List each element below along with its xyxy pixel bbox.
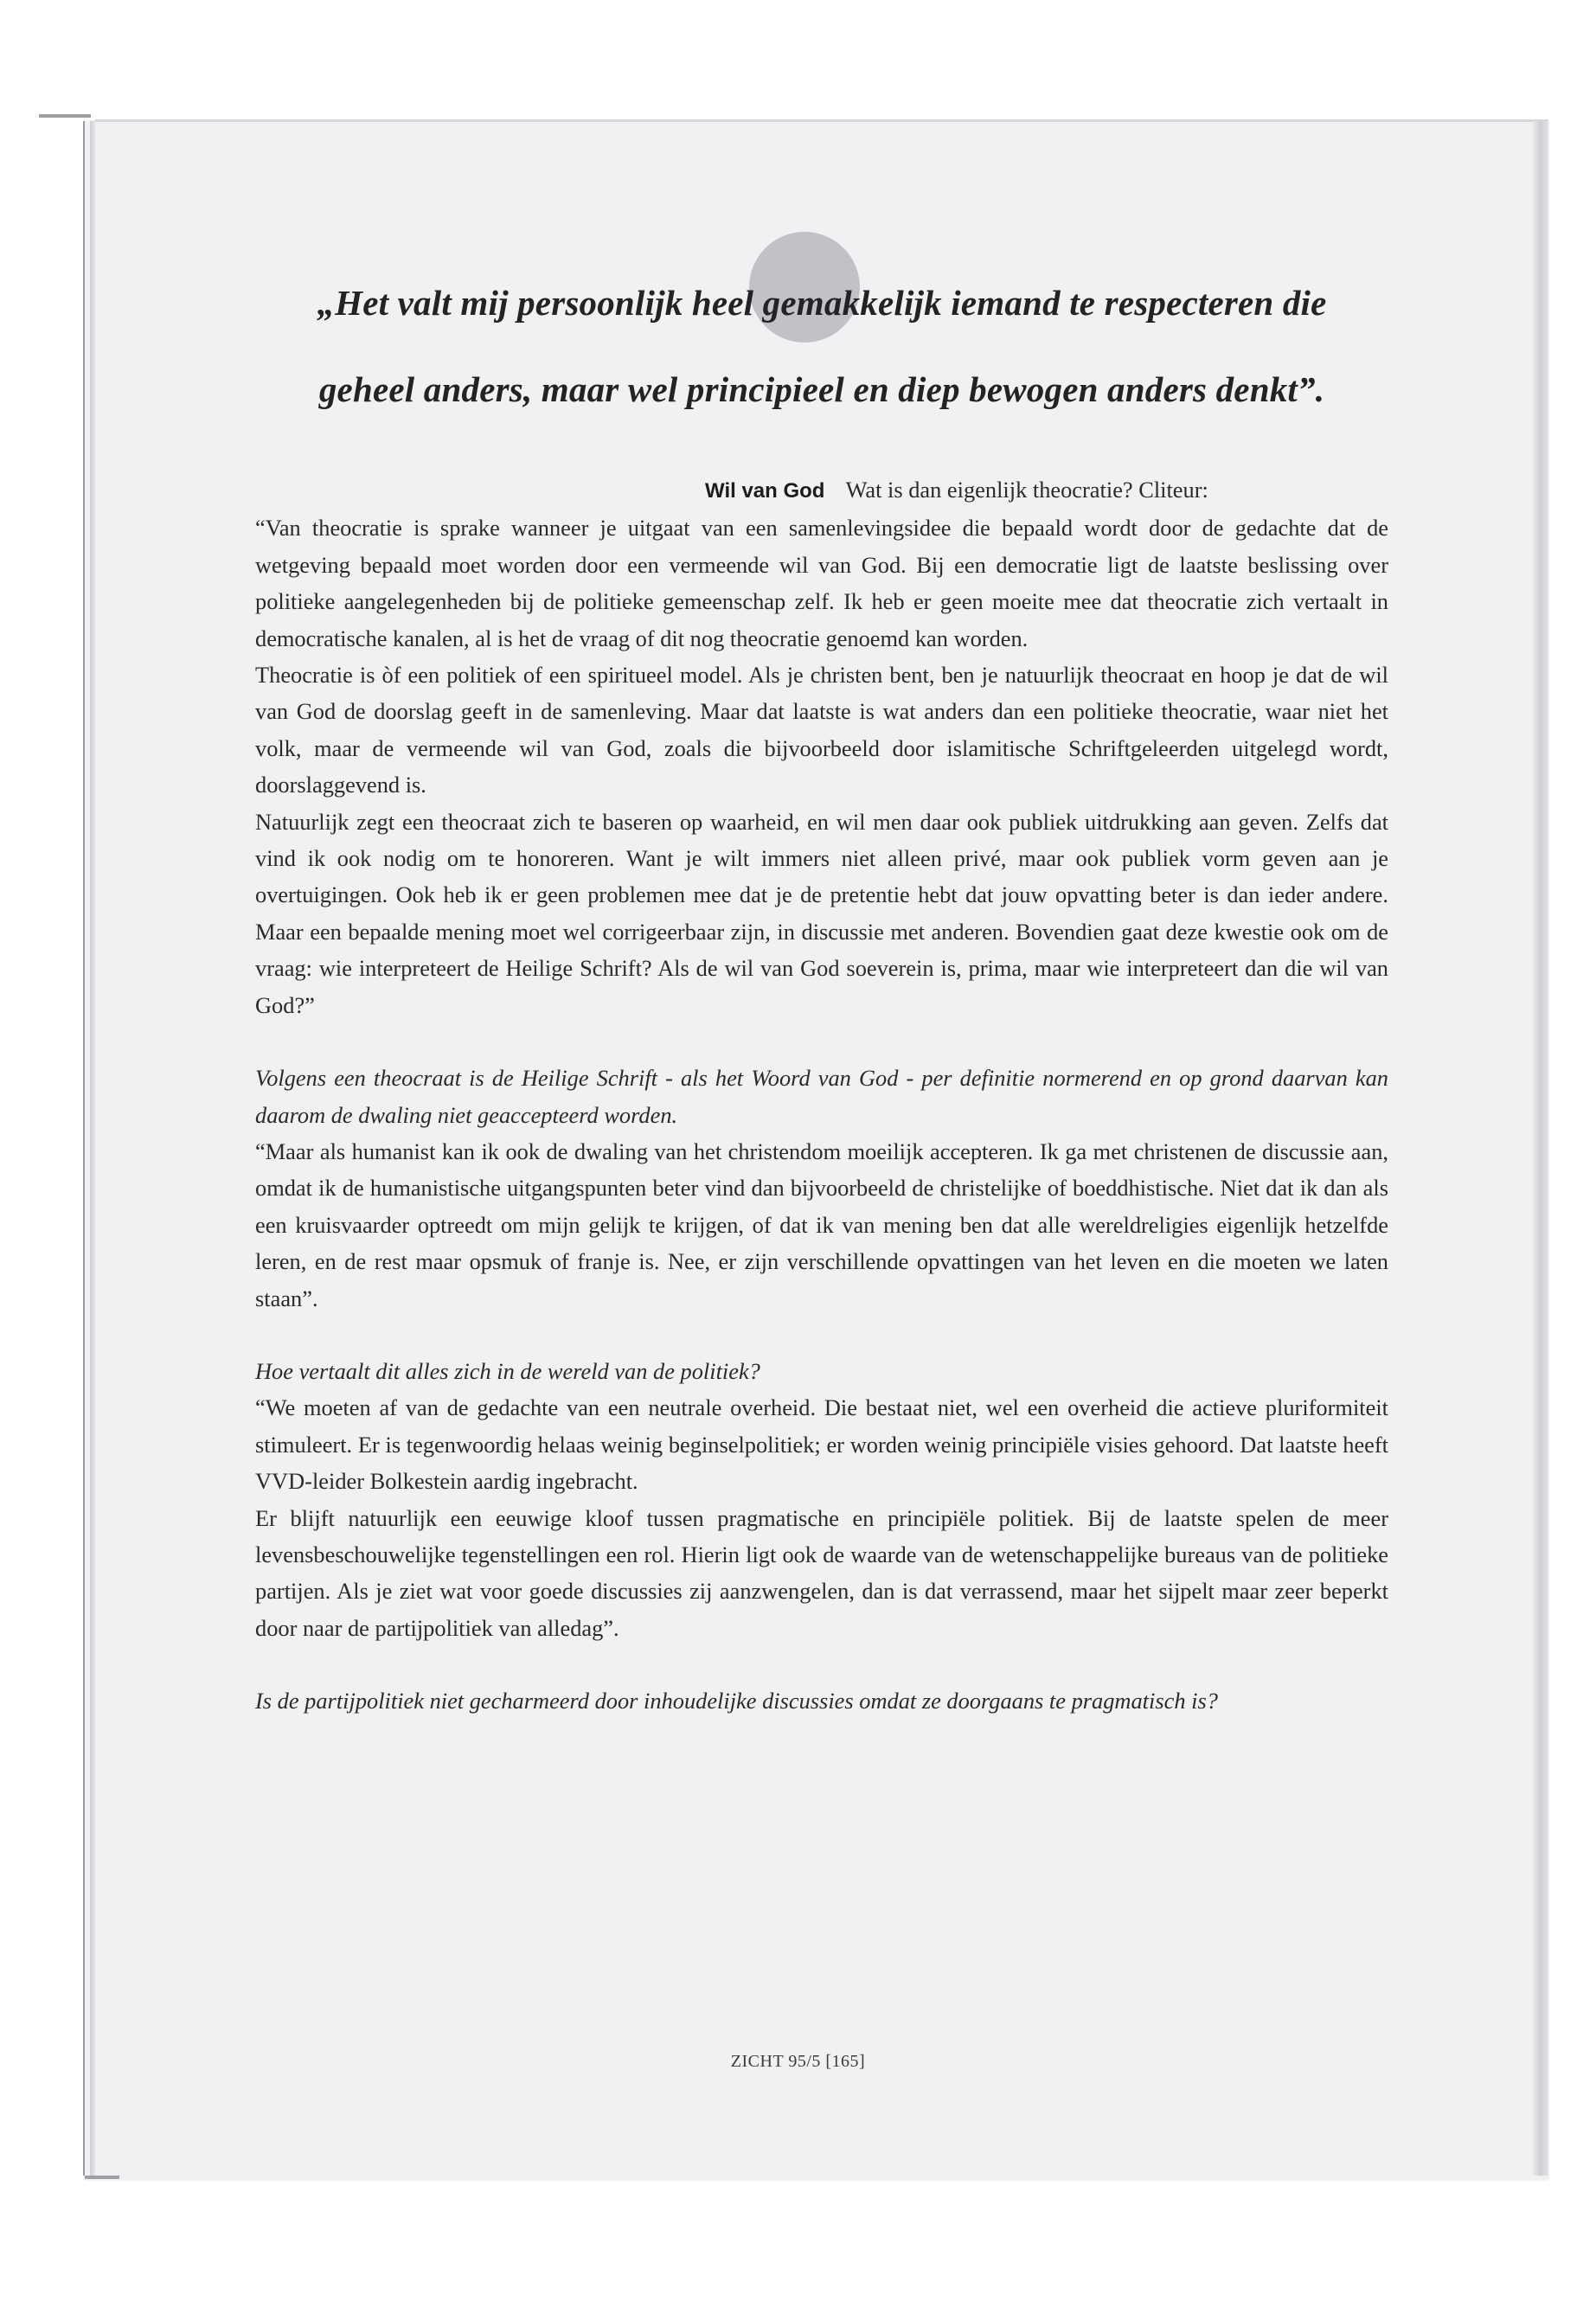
paragraph: Natuurlijk zegt een theocraat zich te baseren op waarheid, en wil men daar ook publiek uitdrukking aan geven. Zelfs dat vind ik ook nodig om te honoreren. Want je wilt immers niet alleen privé, maar ook publiek vorm geven aan je overtuigingen. Ook heb ik er geen problemen mee dat je de pretentie hebt dat jouw opvatting beter is dan ieder andere. Maar een bepaalde mening moet wel corrigeerbaar zijn, in discussie met anderen. Bovendien gaat deze kwestie ook om de vraag: wie interpreteert de Heilige Schrift? Als de wil van God soeverein is, prima, maar wie interpreteert dan die wil van God?” <box>255 808 1388 1018</box>
section-lead <box>255 471 1388 510</box>
page-footer: ZICHT 95/5 [165] <box>730 2052 866 2071</box>
interview-answer: “We moeten af van de gedachte van een neutrale overheid. Die bestaat niet, wel een overheid die actieve pluriformiteit stimuleert. Er is tegenwoordig helaas weinig beginselpolitiek; er worden weinig principiële visies gehoord. Dat laatste heeft VVD-leider Bolkestein aardig ingebracht. <box>255 1394 1388 1495</box>
page-top-shadow <box>95 119 1548 122</box>
article-body <box>255 471 1388 1720</box>
section-heading: Wil van God <box>705 479 825 503</box>
binding-gutter <box>90 121 95 2176</box>
pull-quote-line-2: geheel anders, maar wel principieel en diep bewogen anders denkt”. <box>318 369 1325 409</box>
paragraph: “Van theocratie is sprake wanneer je uitgaat van een samenlevingsidee die bepaald wordt door de gedachte dat de wetgeving bepaald moet worden door een vermeende wil van God. Bij een democratie ligt de laatste beslissing over politieke aangelegenheden bij de politieke gemeenschap zelf. Ik heb er geen moeite mee dat theocratie zich vertaalt in democratische kanalen, al is het de vraag of dit nog theocratie genoemd kan worden. <box>255 515 1388 651</box>
page-right-edge <box>1533 121 1548 2176</box>
interview-question: Is de partijpolitiek niet gecharmeerd door inhoudelijke discussies omdat ze doorgaans te pragmatisch is? <box>255 1688 1218 1715</box>
interview-question: Hoe vertaalt dit alles zich in de wereld van de politiek? <box>255 1357 760 1384</box>
interview-answer: “Maar als humanist kan ik ook de dwaling van het christendom moeilijk accepteren. Ik ga met christenen de discussie aan, omdat ik de humanistische uitgangspunten beter vind dan bijvoorbeeld de christelijke of boeddhistische. Niet dat ik dan als een kruisvaarder optreedt om mijn gelijk te krijgen, of dat ik van mening ben dat alle wereldreligies eigenlijk hetzelfde leren, en de rest maar opsmuk of franje is. Nee, er zijn verschillende opvattingen van het leven en die moeten we laten staan”. <box>255 1138 1388 1311</box>
interview-question: Volgens een theocraat is de Heilige Schrift - als het Woord van God - per definitie normerend en op grond daarvan kan daarom de dwaling niet geaccepteerd worden. <box>255 1065 1388 1128</box>
binding-bottom-edge <box>85 2176 119 2179</box>
pull-quote <box>242 260 1401 433</box>
binding-edge <box>83 121 85 2176</box>
pull-quote-line-1: „Het valt mij persoonlijk heel gemakkelijk iemand te respecteren die <box>317 283 1327 323</box>
interview-answer: Er blijft natuurlijk een eeuwige kloof tussen pragmatische en principiële politiek. Bij de laatste spelen de meer levensbeschouwelijke tegenstellingen een rol. Hierin ligt ook de waarde van de wetenschappelijke bureaus van de politieke partijen. Als je ziet wat voor goede discussies zij aanzwengelen, dan is dat verrassend, maar het sijpelt maar zeer beperkt door naar de partijpolitiek van alledag”. <box>255 1504 1388 1641</box>
binding-top-edge <box>39 114 91 118</box>
section-lead-text: Wat is dan eigenlijk theocratie? Cliteur: <box>845 477 1208 503</box>
paragraph: Theocratie is òf een politiek of een spiritueel model. Als je christen bent, ben je natuurlijk theocraat en hoop je dat de wil van God de doorslag geeft in de samenleving. Maar dat laatste is wat anders dan een politieke theocratie, waar niet het volk, maar de vermeende wil van God, zoals die bijvoorbeeld door islamitische Schriftgeleerden uitgelegd wordt, doorslaggevend is. <box>255 662 1388 798</box>
